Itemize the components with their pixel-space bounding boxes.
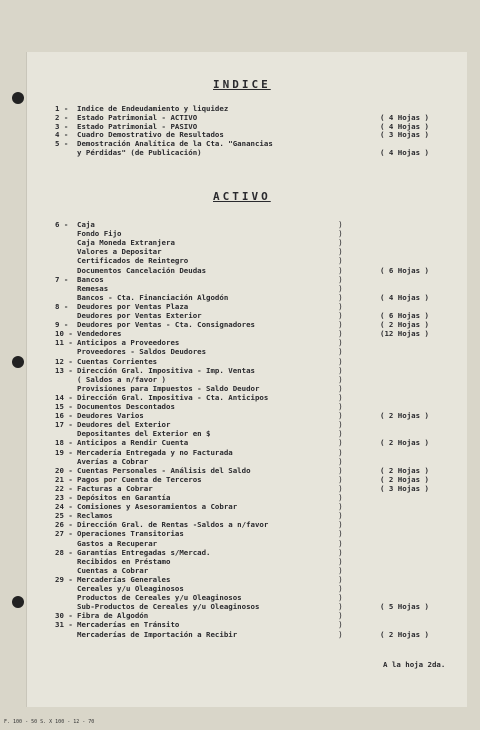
item-text: Caja Moneda Extranjera [77, 238, 175, 248]
bracket-mark: ) [338, 456, 343, 466]
item-text: Deudores por Ventas - Cta. Consignadores [77, 320, 255, 330]
item-number: 11 - [55, 338, 73, 348]
bracket-mark: ) [338, 493, 343, 502]
bracket-mark: ) [338, 274, 343, 284]
item-number: 4 - [55, 130, 69, 140]
item-number: 10 - [55, 329, 73, 339]
bracket-mark: ) [338, 574, 343, 584]
sheet-count-note: ( 2 Hojas ) [380, 438, 429, 448]
bracket-mark: ) [338, 338, 343, 348]
sheet-count-note: ( 3 Hojas ) [380, 130, 429, 140]
sheet-count-note: ( 5 Hojas ) [380, 602, 429, 612]
sheet-count-note: ( 2 Hojas ) [380, 629, 429, 639]
sheet-count-note: ( 4 Hojas ) [380, 121, 429, 131]
item-text: Dirección Gral. Impositiva - Cta. Anticipos [77, 392, 269, 402]
bracket-mark: ) [338, 356, 343, 366]
item-number: 21 - [55, 474, 73, 484]
item-text: Cuentas a Cobrar [77, 565, 149, 575]
item-number: 2 - [55, 112, 69, 122]
bracket-mark: ) [338, 311, 343, 320]
item-number: 8 - [55, 301, 69, 311]
item-text: Vendedores [77, 329, 122, 339]
sheet-count-note: ( 6 Hojas ) [380, 311, 429, 320]
item-text: Gastos a Recuperar [77, 538, 158, 548]
item-text: Depósitos en Garantía [77, 493, 171, 502]
bracket-mark: ) [338, 483, 343, 493]
bracket-mark: ) [338, 402, 343, 411]
bracket-mark: ) [338, 320, 343, 330]
sheet-count-note: ( 4 Hojas ) [380, 292, 429, 302]
item-text: Reclamos [77, 511, 113, 521]
item-number: 18 - [55, 438, 73, 448]
bracket-mark: ) [338, 529, 343, 539]
bracket-mark: ) [338, 292, 343, 302]
sheet-count-note: ( 2 Hojas ) [380, 465, 429, 475]
bracket-mark: ) [338, 565, 343, 575]
item-text: Deudores por Ventas Exterior [77, 311, 202, 320]
item-number: 15 - [55, 402, 73, 411]
item-text: Cereales y/u Oleaginosos [77, 584, 184, 593]
bracket-mark: ) [338, 547, 343, 557]
item-text: Mercadería Entregada y no Facturada [77, 447, 233, 457]
binder-hole [12, 596, 24, 608]
item-text: ( Saldos a n/favor ) [77, 374, 166, 384]
sheet-count-note: ( 2 Hojas ) [380, 474, 429, 484]
item-text: Deudores del Exterior [77, 420, 171, 430]
binder-hole [12, 92, 24, 104]
item-text: Garantías Entregadas s/Mercad. [77, 547, 211, 557]
bracket-mark: ) [338, 347, 343, 357]
bracket-mark: ) [338, 629, 343, 639]
bracket-mark: ) [338, 238, 343, 248]
item-text: Documentos Descontados [77, 402, 175, 411]
item-number: 28 - [55, 547, 73, 557]
item-number: 9 - [55, 320, 69, 330]
item-text: Dirección Gral. de Rentas -Saldos a n/favor [77, 520, 269, 530]
item-text: Mercaderías Generales [77, 574, 171, 584]
item-number: 14 - [55, 392, 73, 402]
item-number: 12 - [55, 356, 73, 366]
item-number: 29 - [55, 574, 73, 584]
item-number: 17 - [55, 420, 73, 430]
bracket-mark: ) [338, 256, 343, 266]
item-text: Bancos [77, 274, 104, 284]
item-text: Averías a Cobrar [77, 456, 149, 466]
binder-hole [12, 356, 24, 368]
bracket-mark: ) [338, 429, 343, 439]
bracket-mark: ) [338, 602, 343, 612]
sheet-count-note: ( 6 Hojas ) [380, 265, 429, 275]
bracket-mark: ) [338, 229, 343, 239]
bracket-mark: ) [338, 220, 343, 229]
bracket-mark: ) [338, 329, 343, 339]
item-text: Depositantes del Exterior en $ [77, 429, 211, 439]
item-number: 27 - [55, 529, 73, 539]
item-text: Sub-Productos de Cereales y/u Oleaginosos [77, 602, 260, 612]
item-text: Fondo Fijo [77, 229, 122, 239]
item-number: 23 - [55, 493, 73, 502]
item-text: Dirección Gral. Impositiva - Imp. Ventas [77, 365, 255, 375]
item-text: Deudores Varios [77, 411, 144, 421]
item-number: 22 - [55, 483, 73, 493]
item-number: 19 - [55, 447, 73, 457]
bracket-mark: ) [338, 374, 343, 384]
bracket-mark: ) [338, 438, 343, 448]
item-number: 3 - [55, 121, 69, 131]
item-text: Comisiones y Asesoramientos a Cobrar [77, 502, 238, 512]
item-text: Caja [77, 220, 95, 229]
item-text: Certificados de Reintegro [77, 256, 189, 266]
sheet-count-note: ( 2 Hojas ) [380, 320, 429, 330]
item-number: 31 - [55, 620, 73, 630]
bracket-mark: ) [338, 420, 343, 430]
item-text: Pagos por Cuenta de Terceros [77, 474, 202, 484]
item-number: 1 - [55, 104, 69, 113]
item-number: 16 - [55, 411, 73, 421]
bracket-mark: ) [338, 620, 343, 630]
bracket-mark: ) [338, 411, 343, 421]
bracket-mark: ) [338, 502, 343, 512]
item-number: 5 - [55, 139, 69, 149]
bracket-mark: ) [338, 447, 343, 457]
item-text: Documentos Cancelación Deudas [77, 265, 207, 275]
sheet-count-note: (12 Hojas ) [380, 329, 429, 339]
bracket-mark: ) [338, 611, 343, 621]
item-text: Cuentas Personales - Análisis del Saldo [77, 465, 251, 475]
item-text: Productos de Cereales y/u Oleaginosos [77, 593, 242, 603]
item-text: Provisiones para Impuestos - Saldo Deudor [77, 383, 260, 393]
activo-title: ACTIVO [213, 190, 271, 203]
item-number: 24 - [55, 502, 73, 512]
item-text: Valores a Depositar [77, 247, 162, 257]
item-number: 13 - [55, 365, 73, 375]
sheet-count-note: ( 2 Hojas ) [380, 411, 429, 421]
item-text: Remesas [77, 283, 109, 293]
bracket-mark: ) [338, 520, 343, 530]
sheet-count-note: ( 3 Hojas ) [380, 483, 429, 493]
item-text: Proveedores - Saldos Deudores [77, 347, 207, 357]
sheet-count-note: ( 4 Hojas ) [380, 148, 429, 157]
index-title: INDICE [213, 78, 271, 91]
item-text: Cuadro Demostrativo de Resultados [77, 130, 224, 140]
item-text: Estado Patrimonial - PASIVO [77, 121, 198, 131]
bracket-mark: ) [338, 301, 343, 311]
sheet-count-note: ( 4 Hojas ) [380, 112, 429, 122]
item-number: 20 - [55, 465, 73, 475]
item-text: Anticipos a Proveedores [77, 338, 180, 348]
bracket-mark: ) [338, 465, 343, 475]
item-text: Fibra de Algodón [77, 611, 149, 621]
item-number: 25 - [55, 511, 73, 521]
item-text: Estado Patrimonial - ACTIVO [77, 112, 198, 122]
continuation-note: A la hoja 2da. [383, 660, 446, 669]
bracket-mark: ) [338, 538, 343, 548]
item-text: Recibidos en Préstamo [77, 556, 171, 566]
item-text: Indice de Endeudamiento y liquidez [77, 104, 229, 113]
bracket-mark: ) [338, 383, 343, 393]
bracket-mark: ) [338, 474, 343, 484]
bracket-mark: ) [338, 556, 343, 566]
form-footer-code: F. 100 - 50 S. X 100 - 12 - 70 [4, 719, 95, 725]
item-text: Mercaderías en Tránsito [77, 620, 180, 630]
bracket-mark: ) [338, 593, 343, 603]
item-text: Cuentas Corrientes [77, 356, 158, 366]
item-text: Bancos - Cta. Financiación Algodón [77, 292, 229, 302]
bracket-mark: ) [338, 265, 343, 275]
bracket-mark: ) [338, 247, 343, 257]
item-text: Demostración Analítica de la Cta. "Ganancias [77, 139, 273, 149]
item-text: Anticipos a Rendir Cuenta [77, 438, 189, 448]
bracket-mark: ) [338, 392, 343, 402]
bracket-mark: ) [338, 365, 343, 375]
item-text: Deudores por Ventas Plaza [77, 301, 189, 311]
item-text: Facturas a Cobrar [77, 483, 153, 493]
item-number: 6 - [55, 220, 69, 229]
item-text: y Pérdidas" (de Publicación) [77, 148, 202, 157]
item-number: 26 - [55, 520, 73, 530]
bracket-mark: ) [338, 511, 343, 521]
item-text: Mercaderías de Importación a Recibir [77, 629, 238, 639]
item-text: Operaciones Transitorias [77, 529, 184, 539]
bracket-mark: ) [338, 584, 343, 593]
item-number: 30 - [55, 611, 73, 621]
item-number: 7 - [55, 274, 69, 284]
bracket-mark: ) [338, 283, 343, 293]
